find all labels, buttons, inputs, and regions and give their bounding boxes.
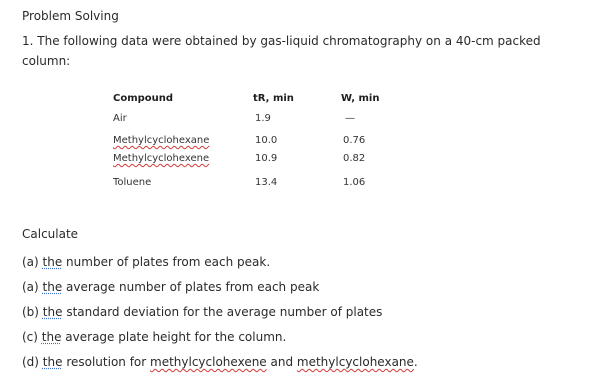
item-marker: (a) <box>22 255 43 269</box>
problem-statement: 1. The following data were obtained by gas-liquid chromatography on a 40-cm packed column: <box>22 34 541 68</box>
item-term: methylcyclohexane <box>296 355 414 369</box>
table-cell-compound: Toluene <box>113 177 152 188</box>
table-cell-w: 0.82 <box>343 153 366 164</box>
item-marker: (d) <box>22 355 43 369</box>
item-article: the <box>42 305 63 319</box>
item-article: the <box>42 255 63 269</box>
calculate-label: Calculate <box>22 227 79 241</box>
header-compound: Compound <box>113 93 174 104</box>
item-text: . <box>413 355 418 369</box>
item-article: the <box>42 355 63 369</box>
item-term: methylcyclohexene <box>150 355 267 369</box>
table-cell-tr: 10.9 <box>255 153 278 164</box>
table-cell-compound: Methylcyclohexene <box>113 153 210 164</box>
table-cell-compound: Methylcyclohexane <box>113 135 210 146</box>
section-heading: Problem Solving <box>22 9 119 23</box>
table-cell-w: 1.06 <box>343 177 366 188</box>
header-retention-time: tR, min <box>253 93 294 104</box>
item-text: average plate height for the column. <box>61 330 287 344</box>
question-list <box>22 250 582 375</box>
table-cell-tr: 1.9 <box>255 113 271 124</box>
item-text: number of plates from each peak. <box>62 255 271 269</box>
table-cell-compound: Air <box>113 113 127 124</box>
question-item <box>22 275 582 300</box>
item-text: resolution for <box>62 355 151 369</box>
table-cell-w: 0.76 <box>343 135 366 146</box>
item-article: the <box>42 280 63 294</box>
item-text: standard deviation for the average number of plates <box>62 305 383 319</box>
item-marker: (b) <box>22 305 43 319</box>
question-item <box>22 250 582 275</box>
item-text: average number of plates from each peak <box>62 280 320 294</box>
item-article: the <box>41 330 62 344</box>
question-item <box>22 350 582 375</box>
question-item <box>22 300 582 325</box>
item-text: and <box>266 355 297 369</box>
table-cell-w: — <box>345 113 355 124</box>
item-marker: (c) <box>22 330 42 344</box>
header-peak-width: W, min <box>341 93 380 104</box>
item-marker: (a) <box>22 280 43 294</box>
table-cell-tr: 10.0 <box>255 135 278 146</box>
table-cell-tr: 13.4 <box>255 177 278 188</box>
question-item <box>22 325 582 350</box>
